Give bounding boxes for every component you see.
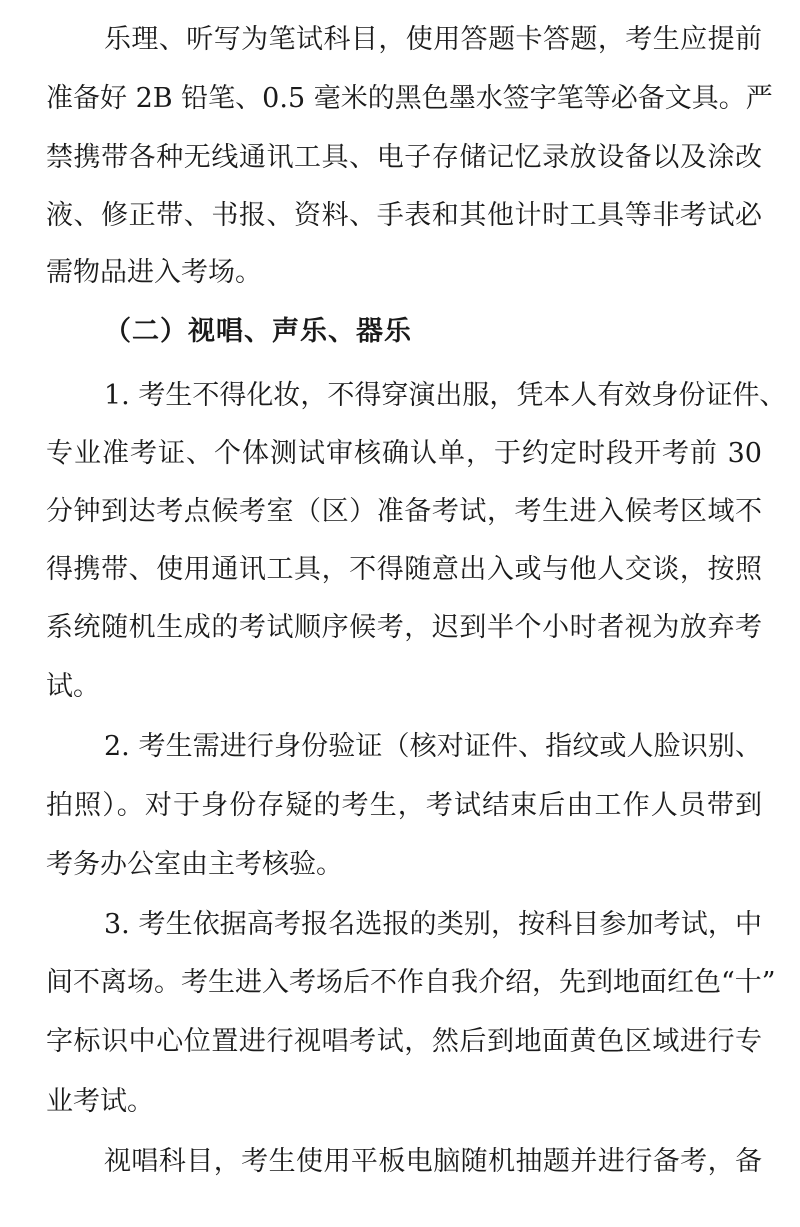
paragraph-line: 专业准考证、个体测试审核确认单，于约定时段开考前 30: [46, 438, 762, 469]
paragraph-line: 1. 考生不得化妆，不得穿演出服，凭本人有效身份证件、: [104, 380, 787, 411]
paragraph-line: 3. 考生依据高考报名选报的类别，按科目参加考试，中: [104, 909, 762, 940]
paragraph-line: 间不离场。考生进入考场后不作自我介绍，先到地面红色“十”: [46, 967, 776, 998]
paragraph-line: 禁携带各种无线通讯工具、电子存储记忆录放设备以及涂改: [46, 142, 762, 173]
paragraph-line: 2. 考生需进行身份验证（核对证件、指纹或人脸识别、: [104, 731, 762, 762]
paragraph-line: 液、修正带、书报、资料、手表和其他计时工具等非考试必: [46, 200, 762, 231]
paragraph-line: 考务办公室由主考核验。: [46, 849, 343, 880]
paragraph-line: 业考试。: [46, 1086, 154, 1117]
paragraph-line: 试。: [46, 671, 100, 702]
paragraph-line: 拍照）。对于身份存疑的考生，考试结束后由工作人员带到: [46, 790, 762, 821]
paragraph-line: 字标识中心位置进行视唱考试，然后到地面黄色区域进行专: [46, 1026, 762, 1057]
section-heading: （二）视唱、声乐、器乐: [104, 316, 412, 347]
paragraph-line: 乐理、听写为笔试科目，使用答题卡答题，考生应提前: [104, 24, 762, 55]
paragraph-line: 系统随机生成的考试顺序候考，迟到半个小时者视为放弃考: [46, 612, 762, 643]
paragraph-line: 需物品进入考场。: [46, 257, 262, 288]
paragraph-line: 分钟到达考点候考室（区）准备考试，考生进入候考区域不: [46, 496, 762, 527]
paragraph-line: 视唱科目，考生使用平板电脑随机抽题并进行备考，备: [104, 1146, 762, 1177]
paragraph-line: 准备好 2B 铅笔、0.5 毫米的黑色墨水签字笔等必备文具。严: [46, 83, 773, 114]
paragraph-line: 得携带、使用通讯工具，不得随意出入或与他人交谈，按照: [46, 554, 762, 585]
